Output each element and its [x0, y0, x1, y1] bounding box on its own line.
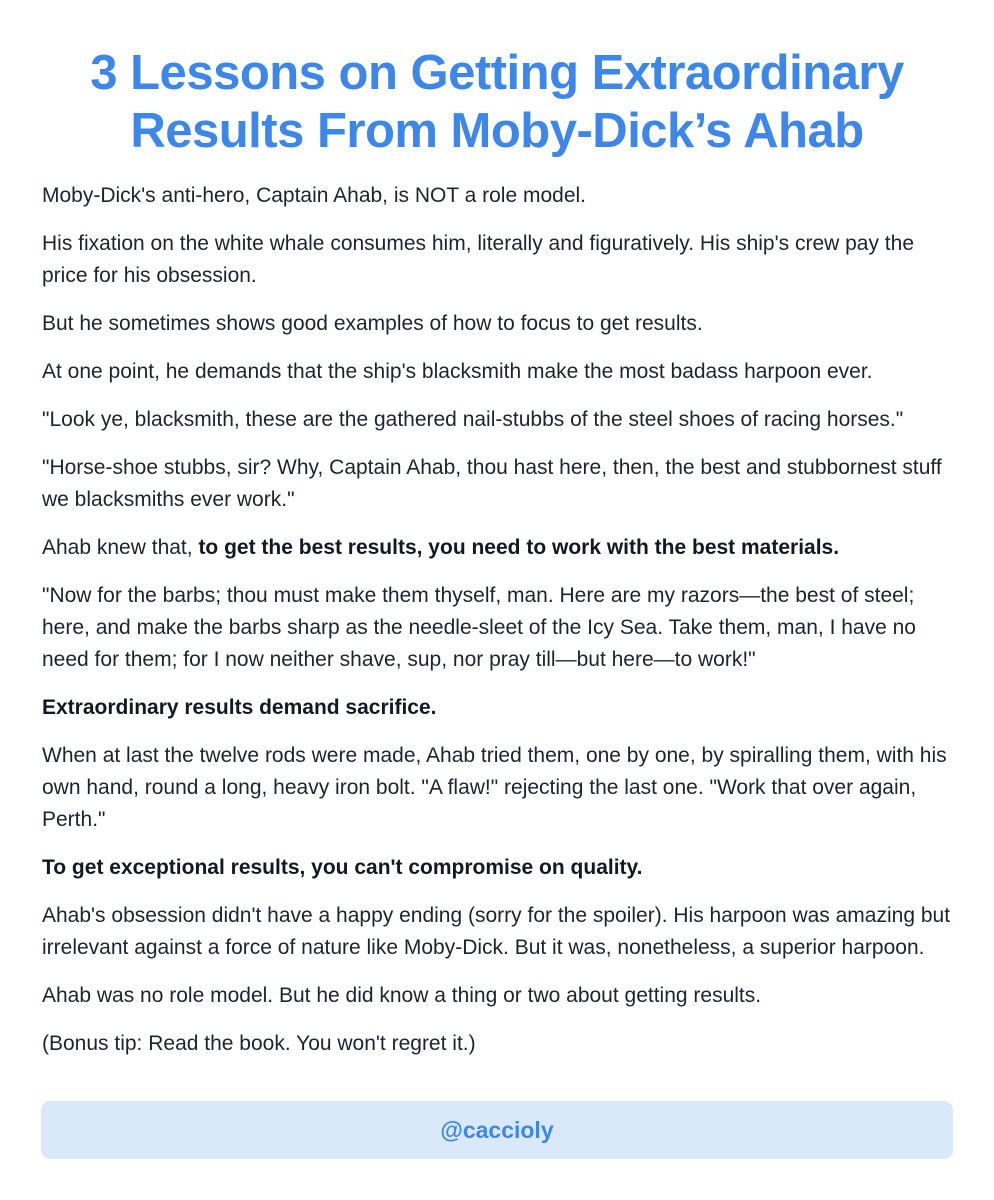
author-handle: @caccioly — [440, 1116, 554, 1143]
paragraph-fixation: His fixation on the white whale consumes him, literally and figuratively. His ship's crew pay the price for his obsession. — [42, 232, 915, 287]
paragraph-lesson-sacrifice — [42, 692, 952, 724]
paragraph-bonus-tip: (Bonus tip: Read the book. You won't regret it.) — [42, 1032, 476, 1055]
paragraph-conclusion: Ahab was no role model. But he did know a thing or two about getting results. — [42, 984, 762, 1007]
paragraph-good-examples: But he sometimes shows good examples of how to focus to get results. — [42, 312, 703, 335]
author-handle-banner — [41, 1101, 953, 1159]
article-body — [42, 180, 952, 1060]
paragraph-lesson-materials — [42, 532, 952, 564]
lesson-materials-bold: to get the best results, you need to work with the best materials. — [198, 536, 840, 559]
paragraph-intro: Moby-Dick's anti-hero, Captain Ahab, is NOT a role model. — [42, 184, 587, 207]
lesson-sacrifice-bold: Extraordinary results demand sacrifice. — [42, 696, 437, 719]
paragraph-twelve-rods: When at last the twelve rods were made, Ahab tried them, one by one, by spiralling them, with his own hand, round a long, heavy iron bolt. "A flaw!" rejecting the last one. "Work that over again, Perth." — [42, 744, 947, 831]
paragraph-ending: Ahab's obsession didn't have a happy ending (sorry for the spoiler). His harpoon was amazing but irrelevant against a force of nature like Moby-Dick. But it was, nonetheless, a superior harpoon. — [42, 904, 951, 959]
paragraph-quote-horse-shoe: "Horse-shoe stubbs, sir? Why, Captain Ahab, thou hast here, then, the best and stubbornest stuff we blacksmiths ever work." — [42, 456, 942, 511]
lesson-materials-prefix: Ahab knew that, — [42, 536, 199, 559]
paragraph-quote-nail-stubbs: "Look ye, blacksmith, these are the gathered nail-stubbs of the steel shoes of racing horses." — [42, 408, 904, 431]
paragraph-lesson-quality — [42, 852, 952, 884]
title-line-2: Results From Moby-Dick’s Ahab — [130, 104, 864, 158]
paragraph-quote-barbs: "Now for the barbs; thou must make them thyself, man. Here are my razors—the best of steel; here, and make the barbs sharp as the needle-sleet of the Icy Sea. Take them, man, I have no need for them; for I now neither shave, sup, nor pray till—but here—to work!" — [42, 584, 916, 671]
paragraph-blacksmith-demand: At one point, he demands that the ship's blacksmith make the most badass harpoon ever. — [42, 360, 873, 383]
title-line-1: 3 Lessons on Getting Extraordinary — [90, 46, 904, 100]
page-title — [42, 44, 952, 160]
lesson-quality-bold: To get exceptional results, you can't compromise on quality. — [42, 856, 643, 879]
